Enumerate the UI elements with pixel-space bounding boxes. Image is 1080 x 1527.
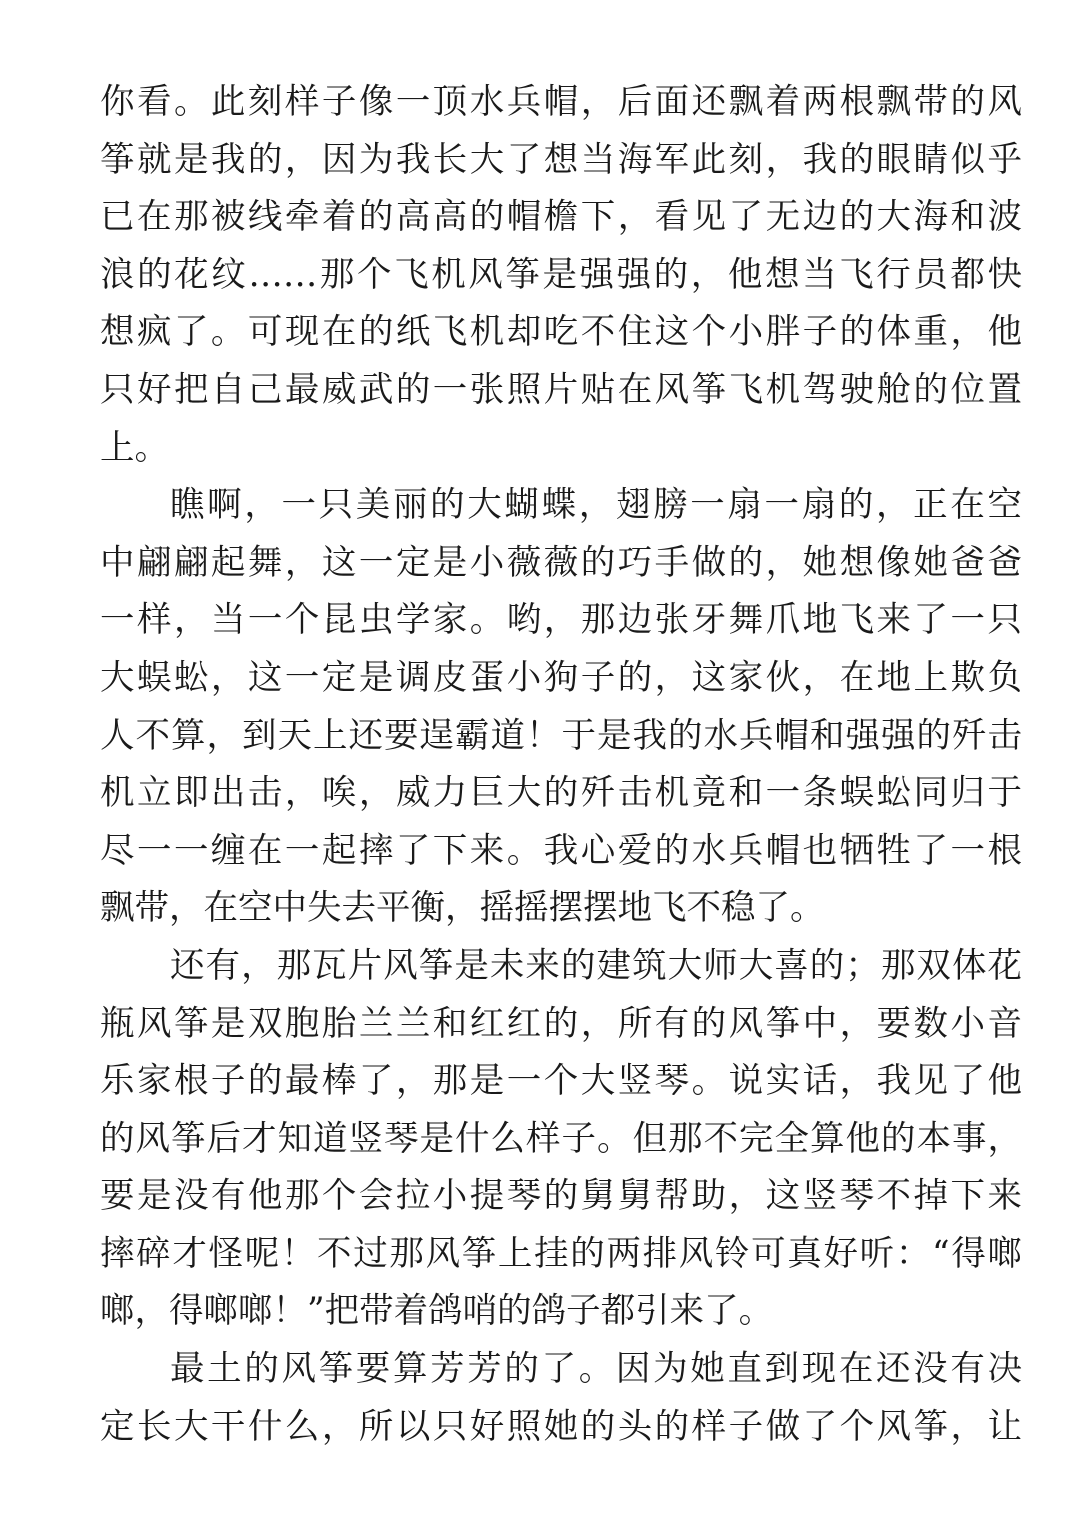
text-line: 中翩翩起舞，这一定是小薇薇的巧手做的，她想像她爸爸 — [100, 542, 1022, 583]
text-line: 要是没有他那个会拉小提琴的舅舅帮助，这竖琴不掉下来 — [100, 1176, 1022, 1217]
text-line: 人不算，到天上还要逞霸道！于是我的水兵帽和强强的歼击 — [100, 715, 1022, 756]
text-line: 大蜈蚣，这一定是调皮蛋小狗子的，这家伙，在地上欺负 — [100, 657, 1022, 698]
paragraph-1 — [100, 74, 1022, 477]
paragraph-3 — [100, 938, 1022, 1341]
paragraph-2 — [100, 477, 1022, 938]
text-line: 乐家根子的最棒了，那是一个大竖琴。说实话，我见了他 — [100, 1061, 1022, 1102]
page-text — [100, 74, 1022, 1494]
text-line: 尽一一缠在一起摔了下来。我心爱的水兵帽也牺牲了一根 — [100, 830, 1022, 871]
text-line: 机立即出击，唉，威力巨大的歼击机竟和一条蜈蚣同归于 — [100, 773, 1022, 814]
text-line: 摔碎才怪呢！不过那风筝上挂的两排风铃可真好听：“得啷 — [100, 1233, 1022, 1274]
text-line: 一样，当一个昆虫学家。哟，那边张牙舞爪地飞来了一只 — [100, 600, 1022, 641]
text-line: 想疯了。可现在的纸飞机却吃不住这个小胖子的体重，他 — [100, 312, 1022, 353]
text-line: 的风筝后才知道竖琴是什么样子。但那不完全算他的本事， — [100, 1118, 1022, 1159]
text-line: 浪的花纹……那个飞机风筝是强强的，他想当飞行员都快 — [100, 254, 1022, 295]
text-line: 瓶风筝是双胞胎兰兰和红红的，所有的风筝中，要数小音 — [100, 1003, 1022, 1044]
text-line: 定长大干什么，所以只好照她的头的样子做了个风筝，让 — [100, 1406, 1022, 1447]
text-line: 你看。此刻样子像一顶水兵帽，后面还飘着两根飘带的风 — [100, 82, 1022, 122]
text-line: 只好把自己最威武的一张照片贴在风筝飞机驾驶舱的位置 — [100, 369, 1022, 410]
text-line: 最土的风筝要算芳芳的了。因为她直到现在还没有决 — [170, 1349, 1022, 1390]
text-line: 啷，得啷啷！”把带着鸽哨的鸽子都引来了。 — [100, 1291, 774, 1332]
text-line: 瞧啊，一只美丽的大蝴蝶，翅膀一扇一扇的，正在空 — [170, 485, 1022, 526]
text-line: 飘带，在空中失去平衡，摇摇摆摆地飞不稳了。 — [100, 888, 825, 929]
text-line: 筝就是我的，因为我长大了想当海军此刻，我的眼睛似乎 — [100, 139, 1022, 180]
text-line: 已在那被线牵着的高高的帽檐下，看见了无边的大海和波 — [100, 197, 1022, 238]
text-line: 还有，那瓦片风筝是未来的建筑大师大喜的；那双体花 — [170, 945, 1022, 986]
text-line: 上。 — [100, 427, 169, 468]
paragraph-4 — [100, 1341, 1022, 1456]
